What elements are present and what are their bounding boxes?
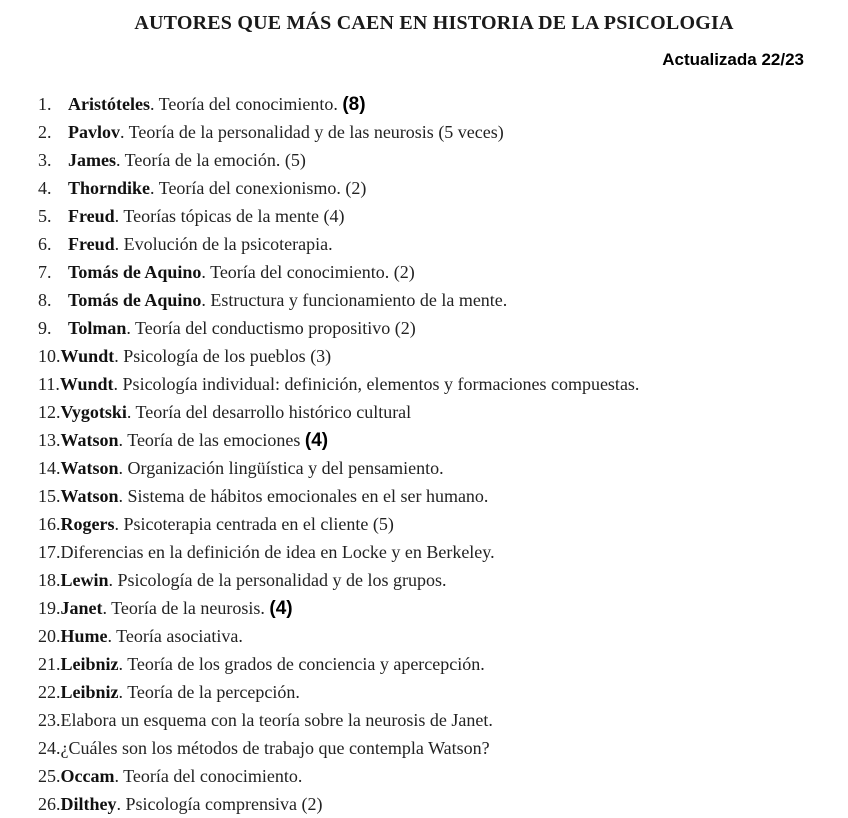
item-author: Aristóteles	[68, 94, 150, 114]
item-number: 21.	[38, 654, 61, 674]
item-author: Janet	[60, 598, 103, 618]
item-number: 23.	[38, 710, 61, 730]
item-author: Vygotski	[60, 402, 127, 422]
item-description: . Teoría del desarrollo histórico cultural	[126, 402, 412, 422]
update-label: Actualizada 22/23	[662, 50, 804, 69]
item-description: . Teoría de la percepción.	[118, 682, 300, 702]
item-author: Wundt	[59, 374, 114, 394]
item-author: Dilthey	[60, 794, 117, 814]
item-description: . Teoría de los grados de conciencia y apercepción.	[118, 654, 485, 674]
item-description: . Teoría del conductismo propositivo (2)	[126, 318, 416, 338]
item-description: ¿Cuáles son los métodos de trabajo que contempla Watson?	[60, 738, 490, 758]
item-number: 2.	[38, 122, 52, 142]
list-item	[38, 90, 843, 118]
list-item	[38, 482, 843, 510]
item-description: . Teoría del conocimiento.	[114, 766, 303, 786]
item-description: . Psicología de los pueblos (3)	[114, 346, 332, 366]
item-author: Pavlov	[68, 122, 120, 142]
item-number: 3.	[38, 150, 52, 170]
item-author: Watson	[60, 486, 119, 506]
list-item	[38, 706, 843, 734]
item-author: Thorndike	[68, 178, 151, 198]
item-description: . Evolución de la psicoterapia.	[114, 234, 333, 254]
item-number: 15.	[38, 486, 61, 506]
item-description: . Teoría de la emoción. (5)	[116, 150, 306, 170]
item-description: . Teoría del conexionismo. (2)	[150, 178, 367, 198]
item-number: 4.	[38, 178, 52, 198]
list-item	[38, 734, 843, 762]
item-number: 13.	[38, 430, 61, 450]
item-number: 12.	[38, 402, 61, 422]
list-item	[38, 454, 843, 482]
item-number: 10.	[38, 346, 61, 366]
item-number: 20.	[38, 626, 61, 646]
item-description: . Teoría de la personalidad y de las neurosis (5 veces)	[120, 122, 504, 142]
item-author: Tolman	[68, 318, 127, 338]
item-number: 6.	[38, 234, 52, 254]
list-item	[38, 174, 843, 202]
item-number: 1.	[38, 94, 52, 114]
item-number: 5.	[38, 206, 52, 226]
item-author: Tomás de Aquino	[68, 290, 202, 310]
topic-list	[38, 90, 843, 818]
item-author: Wundt	[60, 346, 115, 366]
item-number: 14.	[38, 458, 61, 478]
item-frequency-note: (8)	[342, 94, 366, 115]
list-item	[38, 426, 843, 454]
item-description: . Estructura y funcionamiento de la mente.	[201, 290, 508, 310]
item-description: . Teoría asociativa.	[107, 626, 243, 646]
list-item	[38, 342, 843, 370]
item-author: Occam	[60, 766, 115, 786]
list-item	[38, 202, 843, 230]
item-number: 11.	[38, 374, 60, 394]
item-description: . Psicología comprensiva (2)	[116, 794, 323, 814]
item-description: Diferencias en la definición de idea en Locke y en Berkeley.	[60, 542, 495, 562]
list-item	[38, 370, 843, 398]
item-description: . Psicología de la personalidad y de los grupos.	[108, 570, 447, 590]
item-author: Watson	[60, 458, 119, 478]
item-description: . Psicoterapia centrada en el cliente (5)	[114, 514, 394, 534]
list-item	[38, 594, 843, 622]
item-author: Leibniz	[60, 682, 119, 702]
item-number: 25.	[38, 766, 61, 786]
list-item	[38, 398, 843, 426]
list-item	[38, 286, 843, 314]
list-item	[38, 258, 843, 286]
document-title: AUTORES QUE MÁS CAEN EN HISTORIA DE LA PSICOLOGIA	[134, 12, 734, 34]
list-item	[38, 650, 843, 678]
item-description: . Sistema de hábitos emocionales en el ser humano.	[118, 486, 489, 506]
item-description: . Teoría de las emociones	[118, 430, 305, 450]
item-number: 26.	[38, 794, 61, 814]
item-number: 17.	[38, 542, 61, 562]
list-item	[38, 510, 843, 538]
item-author: Tomás de Aquino	[68, 262, 202, 282]
item-number: 24.	[38, 738, 61, 758]
item-number: 7.	[38, 262, 52, 282]
item-description: . Organización lingüística y del pensamiento.	[118, 458, 444, 478]
list-item	[38, 538, 843, 566]
item-description: . Psicología individual: definición, elementos y formaciones compuestas.	[113, 374, 640, 394]
item-description: . Teoría del conocimiento.	[149, 94, 343, 114]
item-author: Leibniz	[60, 654, 119, 674]
item-number: 22.	[38, 682, 61, 702]
item-number: 19.	[38, 598, 61, 618]
list-item	[38, 230, 843, 258]
item-number: 9.	[38, 318, 52, 338]
item-description: . Teorías tópicas de la mente (4)	[114, 206, 345, 226]
item-description: . Teoría del conocimiento. (2)	[201, 262, 415, 282]
item-author: Rogers	[60, 514, 115, 534]
item-number: 18.	[38, 570, 61, 590]
list-item	[38, 566, 843, 594]
item-author: Lewin	[60, 570, 109, 590]
item-description: Elabora un esquema con la teoría sobre la neurosis de Janet.	[60, 710, 493, 730]
list-item	[38, 314, 843, 342]
item-author: Watson	[60, 430, 119, 450]
item-frequency-note: (4)	[304, 430, 329, 451]
item-number: 8.	[38, 290, 52, 310]
item-author: Freud	[68, 206, 115, 226]
list-item	[38, 678, 843, 706]
list-item	[38, 146, 843, 174]
item-author: Freud	[68, 234, 115, 254]
list-item	[38, 762, 843, 790]
item-author: James	[68, 150, 116, 170]
item-author: Hume	[60, 626, 108, 646]
list-item	[38, 622, 843, 650]
list-item	[38, 118, 843, 146]
item-number: 16.	[38, 514, 61, 534]
item-description: . Teoría de la neurosis.	[102, 598, 270, 618]
item-frequency-note: (4)	[269, 598, 293, 619]
